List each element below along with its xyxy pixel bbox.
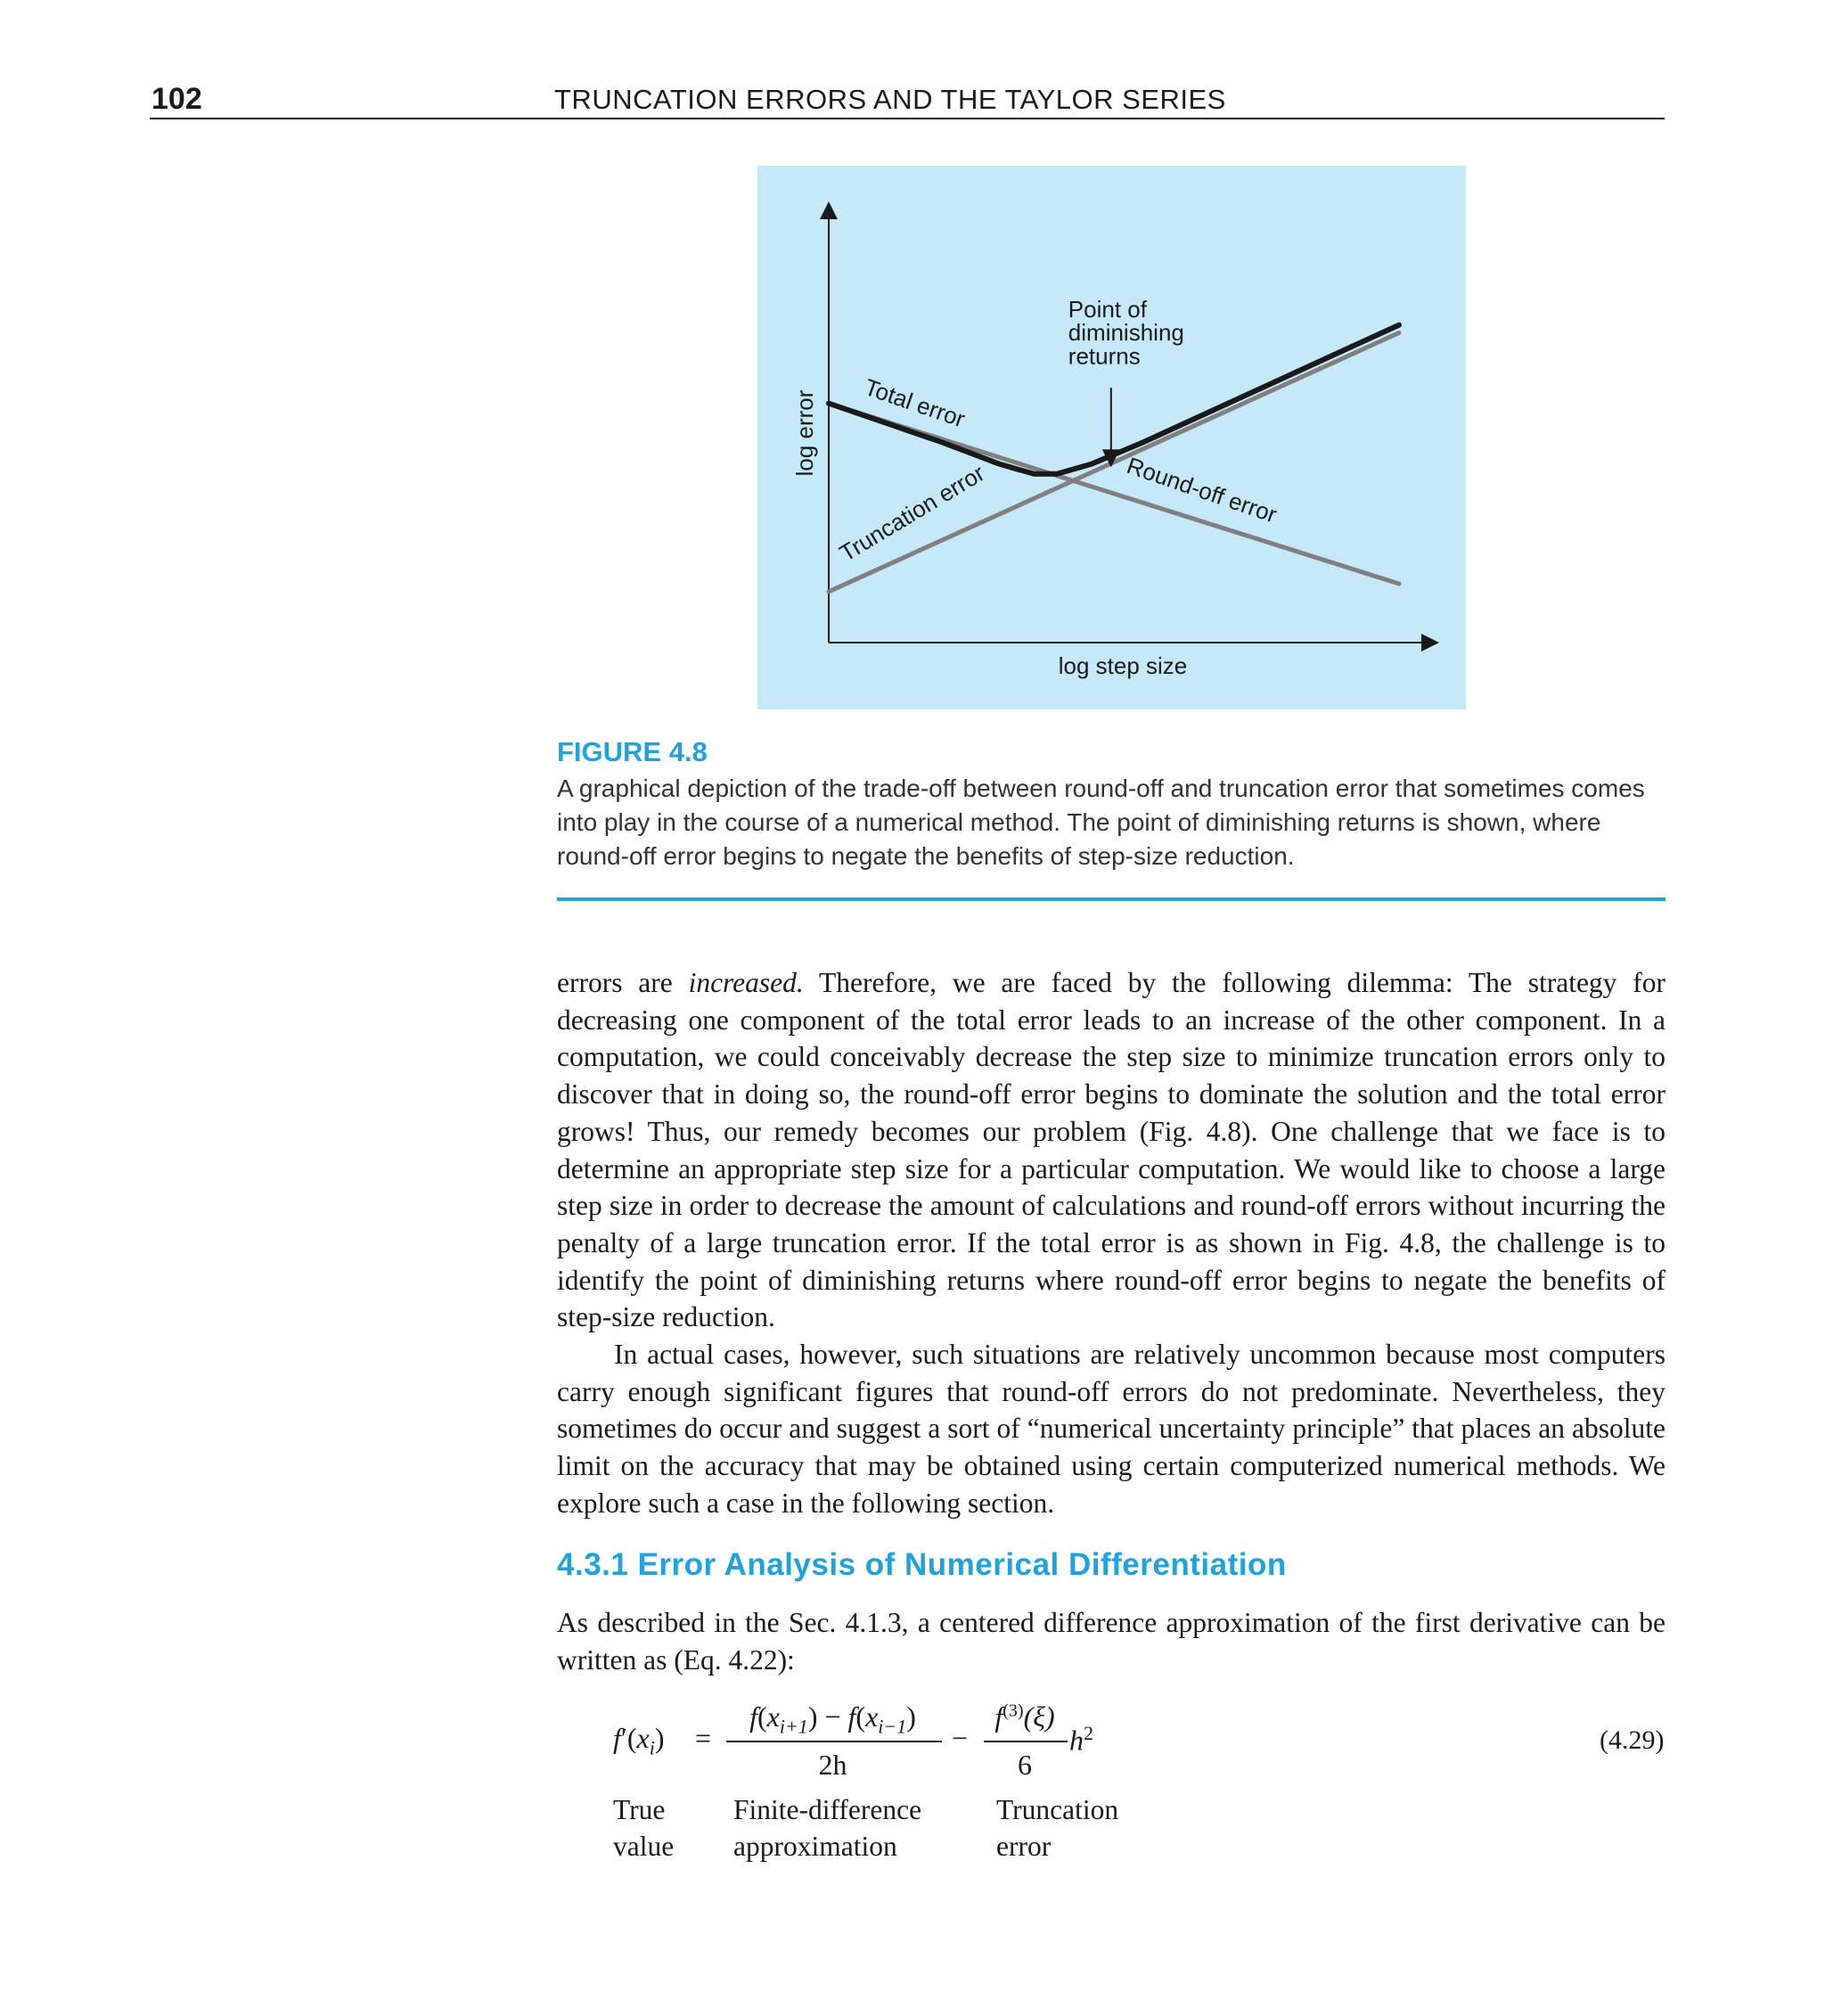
caption-rule [557, 897, 1665, 901]
equation-fraction1-bar [726, 1741, 942, 1742]
label-truncation-error: Truncation error [996, 1794, 1119, 1862]
paragraph-3 [557, 1604, 1665, 1678]
equation-fraction2-bar [984, 1741, 1068, 1742]
equation-fraction2-numerator: $f^{(3)}(\xi)$ [994, 1700, 1055, 1733]
running-title: TRUNCATION ERRORS AND THE TAYLOR SERIES [554, 84, 1226, 115]
figure-label: FIGURE 4.8 [557, 736, 708, 767]
equation-fraction1-denominator: 2h [818, 1749, 847, 1781]
para3-text: As described in the Sec. 4.1.3, a centered difference approximation of the first derivative can be written as (Eq. 4.22): [557, 1607, 1665, 1676]
equation-lhs: $f'(x_i)$ [613, 1722, 665, 1759]
label-finite-difference: Finite-difference approximation [733, 1794, 922, 1862]
annotation-line-1: Point of [1068, 295, 1147, 323]
para1-italic: increased. [688, 967, 804, 998]
para1-after: Therefore, we are faced by the following dilemma: The strategy for decreasing one component of the total error leads to an increase of the other component. In a computation, we could conceivably decrease the step size to minimize truncation errors only to discover that in doing so, the round-off error begins to dominate the solution and the total error grows! Thus, our remedy becomes our problem (Fig. 4.8). One challenge that we face is to determine an appropriate step size for a particular computation. We would like to choose a large step size in order to decrease the amount of calculations and round-off errors without incurring the penalty of a large truncation error. If the total error is as shown in Fig. 4.8, the challenge is to identify the point of diminishing returns where round-off error begins to negate the benefits of step-size reduction. [557, 967, 1665, 1333]
page-number: 102 [151, 82, 202, 116]
x-axis-label: log step size [1058, 652, 1188, 679]
figure-chart [757, 166, 1466, 709]
equation-fraction1-numerator: $f(x_{i+1}) - f(x_{i-1})$ [749, 1700, 916, 1738]
paragraph-1 [557, 964, 1665, 1336]
annotation-line-3: returns [1068, 342, 1141, 370]
para1-before: errors are [557, 967, 689, 998]
paragraph-2 [557, 1336, 1665, 1522]
header-rule [150, 118, 1665, 119]
equation-minus: − [952, 1722, 969, 1754]
equation-h-squared: $h^2$ [1069, 1722, 1093, 1757]
equation-number: (4.29) [1600, 1725, 1665, 1755]
label-round-off-error: Round-off error [1123, 451, 1281, 529]
label-true-value: True value [613, 1794, 675, 1862]
annotation-line-2: diminishing [1068, 319, 1184, 347]
para2-text: In actual cases, however, such situations are relatively uncommon because most computers carry enough significant figures that round-off errors do not predominate. Nevertheless, they sometimes do occur and suggest a sort of “numerical uncertainty principle” that places an absolute limit on the accuracy that may be obtained using certain computerized numerical methods. We explore such a case in the following section. [557, 1339, 1665, 1519]
figure-caption: A graphical depiction of the trade-off between round-off and truncation error that sometimes comes into play in the course of a numerical method. The point of diminishing returns is shown, where round-off error begins to negate the benefits of step-size reduction. [557, 774, 1645, 870]
label-total-error: Total error [861, 373, 969, 433]
label-truncation-error: Truncation error [834, 459, 990, 567]
equation-fraction2-denominator: 6 [1018, 1749, 1032, 1781]
section-heading: 4.3.1 Error Analysis of Numerical Differentiation [557, 1547, 1287, 1582]
y-axis-label: log error [791, 389, 818, 477]
equation-equals: = [695, 1722, 712, 1754]
